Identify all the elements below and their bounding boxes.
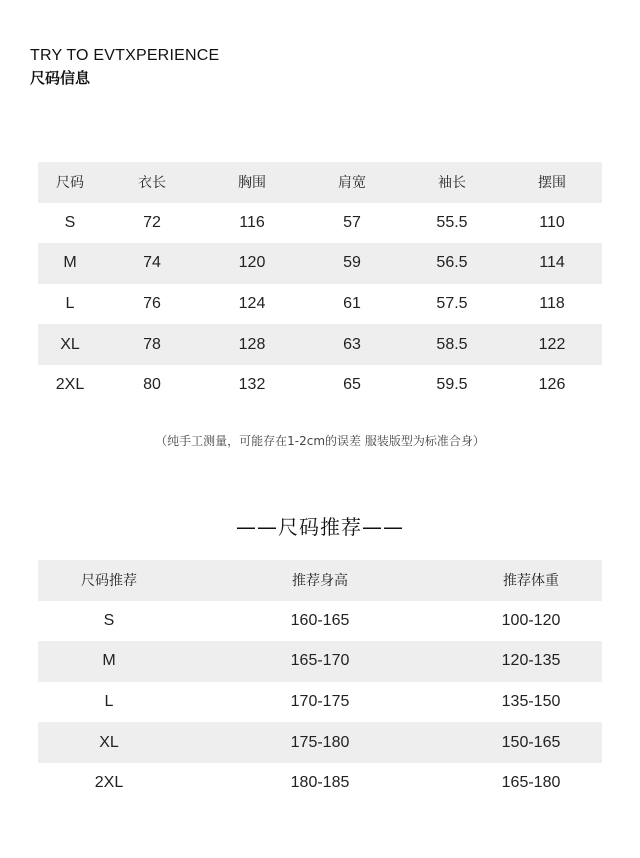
table-cell: 58.5 [436,335,468,353]
column-header: 肩宽 [338,175,366,192]
table-cell: 170-175 [290,693,350,711]
table-cell: 114 [539,254,565,272]
table-cell: XL [60,335,80,353]
table-row [38,324,602,365]
table-row [38,284,602,325]
table-cell: 55.5 [436,213,468,231]
table-cell: 65 [343,376,361,394]
table-cell: 120 [238,254,266,272]
table-cell: 132 [238,376,266,394]
table-header-row [38,162,602,203]
table-cell: 2XL [55,376,85,394]
table-cell: 122 [538,335,566,353]
table-cell: XL [99,733,119,751]
column-header: 胸围 [238,175,266,192]
table-row [38,203,602,244]
table-cell: 63 [343,335,361,353]
column-header: 推荐体重 [503,573,559,590]
column-header: 衣长 [138,175,166,192]
measurement-note: （纯手工测量，可能存在1-2cm的误差 服装版型为标准合身） [155,434,485,448]
table-row [38,763,602,804]
column-header: 推荐身高 [292,573,348,590]
table-cell: 175-180 [290,733,350,751]
table-cell: 160-165 [290,611,350,629]
column-header: 袖长 [438,175,466,192]
table-cell: 110 [539,213,565,231]
size-info-title: 尺码信息 [30,69,91,87]
table-cell: 59 [343,254,361,272]
table-cell: 126 [538,376,566,394]
section-title: ——尺码推荐—— [236,515,404,539]
table-row [38,365,602,406]
table-cell: 61 [343,295,361,313]
table-cell: 78 [143,335,161,353]
table-header-row [38,560,602,601]
column-header: 尺码 [56,175,84,192]
table-cell: 2XL [94,774,124,792]
table-row [38,682,602,723]
table-cell: M [102,652,116,670]
table-cell: 76 [143,295,161,313]
table-cell: 80 [143,376,161,394]
table-cell: 165-180 [501,774,561,792]
table-cell: 74 [143,254,161,272]
table-row [38,722,602,763]
table-cell: 135-150 [501,693,561,711]
table-row [38,243,602,284]
brand-title: TRY TO EVTXPERIENCE [30,47,220,64]
column-header: 摆围 [538,175,566,192]
table-row [38,641,602,682]
table-cell: 150-165 [501,733,561,751]
table-cell: 118 [539,295,565,313]
table-cell: 180-185 [290,774,350,792]
size-recommendation-table [38,560,602,804]
table-cell: 59.5 [436,376,468,394]
table-cell: M [63,254,77,272]
table-cell: 120-135 [501,652,561,670]
column-header: 尺码推荐 [81,573,137,590]
table-cell: 165-170 [290,652,350,670]
table-cell: 57 [343,213,361,231]
table-cell: 56.5 [436,254,468,272]
table-cell: S [64,213,76,231]
table-cell: 124 [238,295,266,313]
table-cell: 72 [143,213,161,231]
table-cell: L [65,295,75,313]
page-header [30,46,219,89]
table-cell: 57.5 [436,295,468,313]
table-row [38,601,602,642]
size-chart-table [38,162,602,406]
table-cell: S [103,611,115,629]
table-cell: 100-120 [501,611,561,629]
table-cell: 116 [239,213,265,231]
table-cell: 128 [238,335,266,353]
table-cell: L [104,693,114,711]
